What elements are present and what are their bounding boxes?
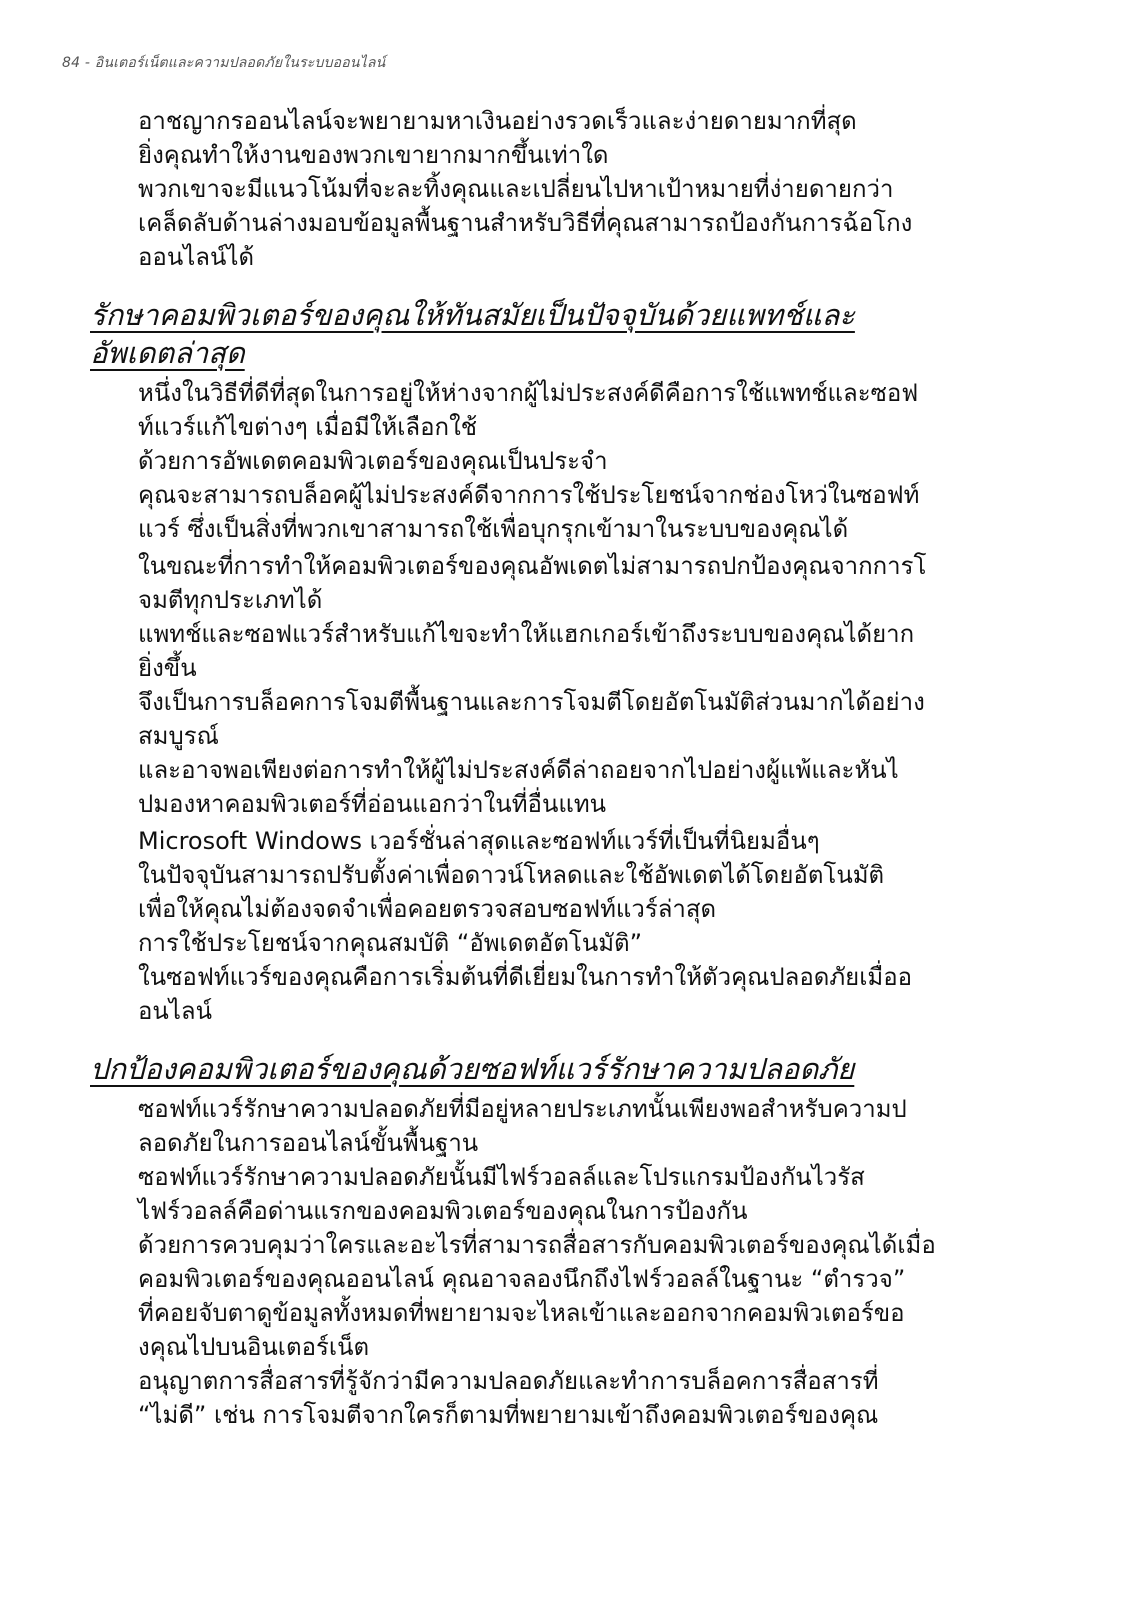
text-line: ท์แวร์แก้ไขต่างๆ เมื่อมีให้เลือกใช้ — [138, 413, 478, 441]
section-heading-updates — [90, 296, 970, 372]
section-heading-security-software — [90, 1050, 970, 1088]
text-line: แพทช์และซอฟแวร์สำหรับแก้ไขจะทำให้แฮกเกอร์เข้าถึงระบบของคุณได้ยาก — [138, 620, 915, 648]
text-line: ด้วยการควบคุมว่าใครและอะไรที่สามารถสื่อสารกับคอมพิวเตอร์ของคุณได้เมื่อ — [138, 1231, 936, 1259]
text-line: สมบูรณ์ — [138, 722, 219, 750]
text-line: จมตีทุกประเภทได้ — [138, 586, 323, 614]
heading-line: อัพเดตล่าสุด — [90, 336, 245, 370]
page-body — [0, 104, 1130, 1432]
text-line: ด้วยการอัพเดตคอมพิวเตอร์ของคุณเป็นประจำ — [138, 447, 608, 475]
text-line: พวกเขาจะมีแนวโน้มที่จะละทิ้งคุณและเปลี่ยนไปหาเป้าหมายที่ง่ายดายกว่า — [138, 175, 894, 203]
text-line: ในขณะที่การทำให้คอมพิวเตอร์ของคุณอัพเดตไม่สามารถปกป้องคุณจากการโ — [138, 552, 927, 580]
text-line: หนึ่งในวิธีที่ดีที่สุดในการอยู่ให้ห่างจากผู้ไม่ประสงค์ดีคือการใช้แพทช์และซอฟ — [138, 379, 919, 407]
text-line: ซอฟท์แวร์รักษาความปลอดภัยนั้นมีไฟร์วอลล์และโปรแกรมป้องกันไวรัส — [138, 1163, 865, 1191]
running-header: 84 - อินเตอร์เน็ตและความปลอดภัยในระบบออนไลน์ — [62, 55, 386, 71]
text-line: คอมพิวเตอร์ของคุณออนไลน์ คุณอาจลองนึกถึงไฟร์วอลล์ในฐานะ “ตำรวจ” — [138, 1265, 906, 1293]
security-paragraph-1 — [138, 1092, 1058, 1432]
text-line: และอาจพอเพียงต่อการทำให้ผู้ไม่ประสงค์ดีล่าถอยจากไปอย่างผู้แพ้และหันไ — [138, 756, 899, 784]
text-line: ยิ่งคุณทำให้งานของพวกเขายากมากขึ้นเท่าใด — [138, 141, 609, 169]
updates-paragraph-2 — [138, 549, 1058, 821]
heading-line: ปกป้องคอมพิวเตอร์ของคุณด้วยซอฟท์แวร์รักษาความปลอดภัย — [90, 1052, 855, 1086]
text-line: ปมองหาคอมพิวเตอร์ที่อ่อนแอกว่าในที่อื่นแทน — [138, 790, 607, 818]
text-line: “ไม่ดี” เช่น การโจมตีจากใครก็ตามที่พยายามเข้าถึงคอมพิวเตอร์ของคุณ — [138, 1401, 879, 1429]
intro-paragraph — [138, 104, 1058, 274]
text-line: เคล็ดลับด้านล่างมอบข้อมูลพื้นฐานสำหรับวิธีที่คุณสามารถป้องกันการฉ้อโกง — [138, 209, 913, 237]
text-line: ไฟร์วอลล์คือด่านแรกของคอมพิวเตอร์ของคุณในการป้องกัน — [138, 1197, 748, 1225]
text-line: แวร์ ซึ่งเป็นสิ่งที่พวกเขาสามารถใช้เพื่อบุกรุกเข้ามาในระบบของคุณได้ — [138, 515, 849, 543]
text-line: อาชญากรออนไลน์จะพยายามหาเงินอย่างรวดเร็วและง่ายดายมากที่สุด — [138, 107, 857, 135]
updates-paragraph-1 — [138, 376, 1058, 546]
text-line: ที่คอยจับตาดูข้อมูลทั้งหมดที่พยายามจะไหลเข้าและออกจากคอมพิวเตอร์ขอ — [138, 1299, 905, 1327]
updates-paragraph-3 — [138, 824, 1058, 1028]
text-line: ออนไลน์ได้ — [138, 243, 255, 271]
text-line: ในซอฟท์แวร์ของคุณคือการเริ่มต้นที่ดีเยี่ยมในการทำให้ตัวคุณปลอดภัยเมื่ออ — [138, 963, 913, 991]
heading-line: รักษาคอมพิวเตอร์ของคุณให้ทันสมัยเป็นปัจจุบันด้วยแพทช์และ — [90, 298, 855, 332]
text-line: จึงเป็นการบล็อคการโจมตีพื้นฐานและการโจมตีโดยอัตโนมัติส่วนมากได้อย่าง — [138, 688, 925, 716]
text-line: Microsoft Windows เวอร์ชั่นล่าสุดและซอฟท์แวร์ที่เป็นที่นิยมอื่นๆ — [138, 827, 820, 855]
text-line: ยิ่งขึ้น — [138, 654, 197, 682]
text-line: ซอฟท์แวร์รักษาความปลอดภัยที่มีอยู่หลายประเภทนั้นเพียงพอสำหรับความป — [138, 1095, 907, 1123]
text-line: การใช้ประโยชน์จากคุณสมบัติ “อัพเดตอัตโนมัติ” — [138, 929, 643, 957]
text-line: เพื่อให้คุณไม่ต้องจดจำเพื่อคอยตรวจสอบซอฟท์แวร์ล่าสุด — [138, 895, 717, 923]
text-line: อนุญาตการสื่อสารที่รู้จักว่ามีความปลอดภัยและทำการบล็อคการสื่อสารที่ — [138, 1367, 879, 1395]
text-line: งคุณไปบนอินเตอร์เน็ต — [138, 1333, 370, 1361]
text-line: ในปัจจุบันสามารถปรับตั้งค่าเพื่อดาวน์โหลดและใช้อัพเดตได้โดยอัตโนมัติ — [138, 861, 885, 889]
text-line: อนไลน์ — [138, 997, 213, 1025]
text-line: ลอดภัยในการออนไลน์ขั้นพื้นฐาน — [138, 1129, 479, 1157]
text-line: คุณจะสามารถบล็อคผู้ไม่ประสงค์ดีจากการใช้ประโยชน์จากช่องโหว่ในซอฟท์ — [138, 481, 920, 509]
